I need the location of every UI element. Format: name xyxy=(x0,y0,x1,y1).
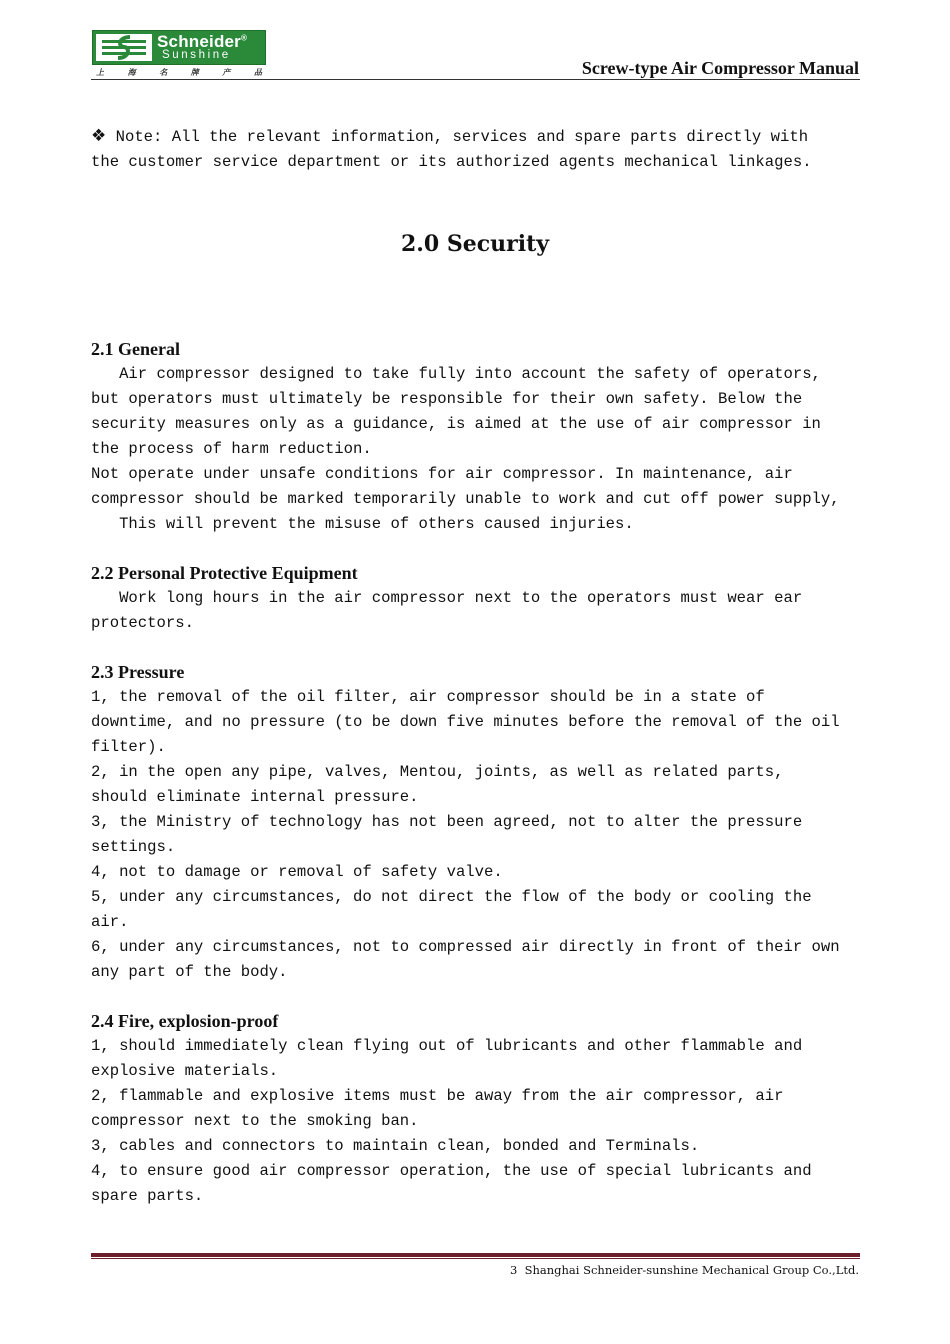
heading-pressure: 2.3 Pressure xyxy=(91,662,185,682)
manual-title: Screw-type Air Compressor Manual xyxy=(581,58,859,78)
logo-emblem-icon xyxy=(96,34,152,61)
logo-badge xyxy=(92,30,266,65)
footer xyxy=(510,1263,859,1277)
company-logo xyxy=(92,30,266,80)
logo-name: Schneider® xyxy=(157,32,248,51)
heading-ppe: 2.2 Personal Protective Equipment xyxy=(91,563,358,583)
footer-divider xyxy=(91,1253,860,1257)
page-number: 3 xyxy=(509,1263,518,1277)
header-divider xyxy=(91,79,860,80)
logo-subname: Sunshine xyxy=(162,49,231,61)
note-paragraph: ❖ Note: All the relevant information, services and spare parts directly with the customer service department or its authorized agents mechanical linkages. xyxy=(91,126,812,171)
heading-general: 2.1 General xyxy=(91,339,180,359)
company-name: Shanghai Schneider-sunshine Mechanical Group Co.,Ltd. xyxy=(524,1263,859,1277)
section-title: 2.0 Security xyxy=(400,231,550,257)
logo-tagline: 上 海 名 牌 产 品 xyxy=(96,68,262,77)
heading-fire: 2.4 Fire, explosion-proof xyxy=(91,1011,279,1031)
general-body: Air compressor designed to take fully into account the safety of operators, but operators must ultimately be responsible for their own safety. Below the security measures only as a guidance, is aimed at the use of air compressor in the process of harm reduction. Not operate under unsafe conditions for air compressor. In maintenance, air compressor should be marked temporarily unable to work and cut off power supply, This will prevent the misuse of others caused injuries. xyxy=(91,365,840,533)
note-bullet-icon: ❖ xyxy=(91,126,107,146)
fire-body: 1, should immediately clean flying out of lubricants and other flammable and explosive materials. 2, flammable and explosive items must be away from the air compressor, air compressor next to the smoking ban. 3, cables and connectors to maintain clean, bonded and Terminals. 4, to ensure good air compressor operation, the use of special lubricants and spare parts. xyxy=(91,1037,812,1205)
ppe-body: Work long hours in the air compressor next to the operators must wear ear protectors. xyxy=(91,589,803,632)
pressure-body: 1, the removal of the oil filter, air compressor should be in a state of downtime, and no pressure (to be down five minutes before the removal of the oil filter). 2, in the open any pipe, valves, Mentou, joints, as well as related parts, should eliminate internal pressure. 3, the Ministry of technology has not been agreed, not to alter the pressure settings. 4, not to damage or removal of safety valve. 5, under any circumstances, do not direct the flow of the body or cooling the air. 6, under any circumstances, not to compressed air directly in front of their own any part of the body. xyxy=(91,688,840,981)
footer-divider-thin xyxy=(91,1258,860,1259)
